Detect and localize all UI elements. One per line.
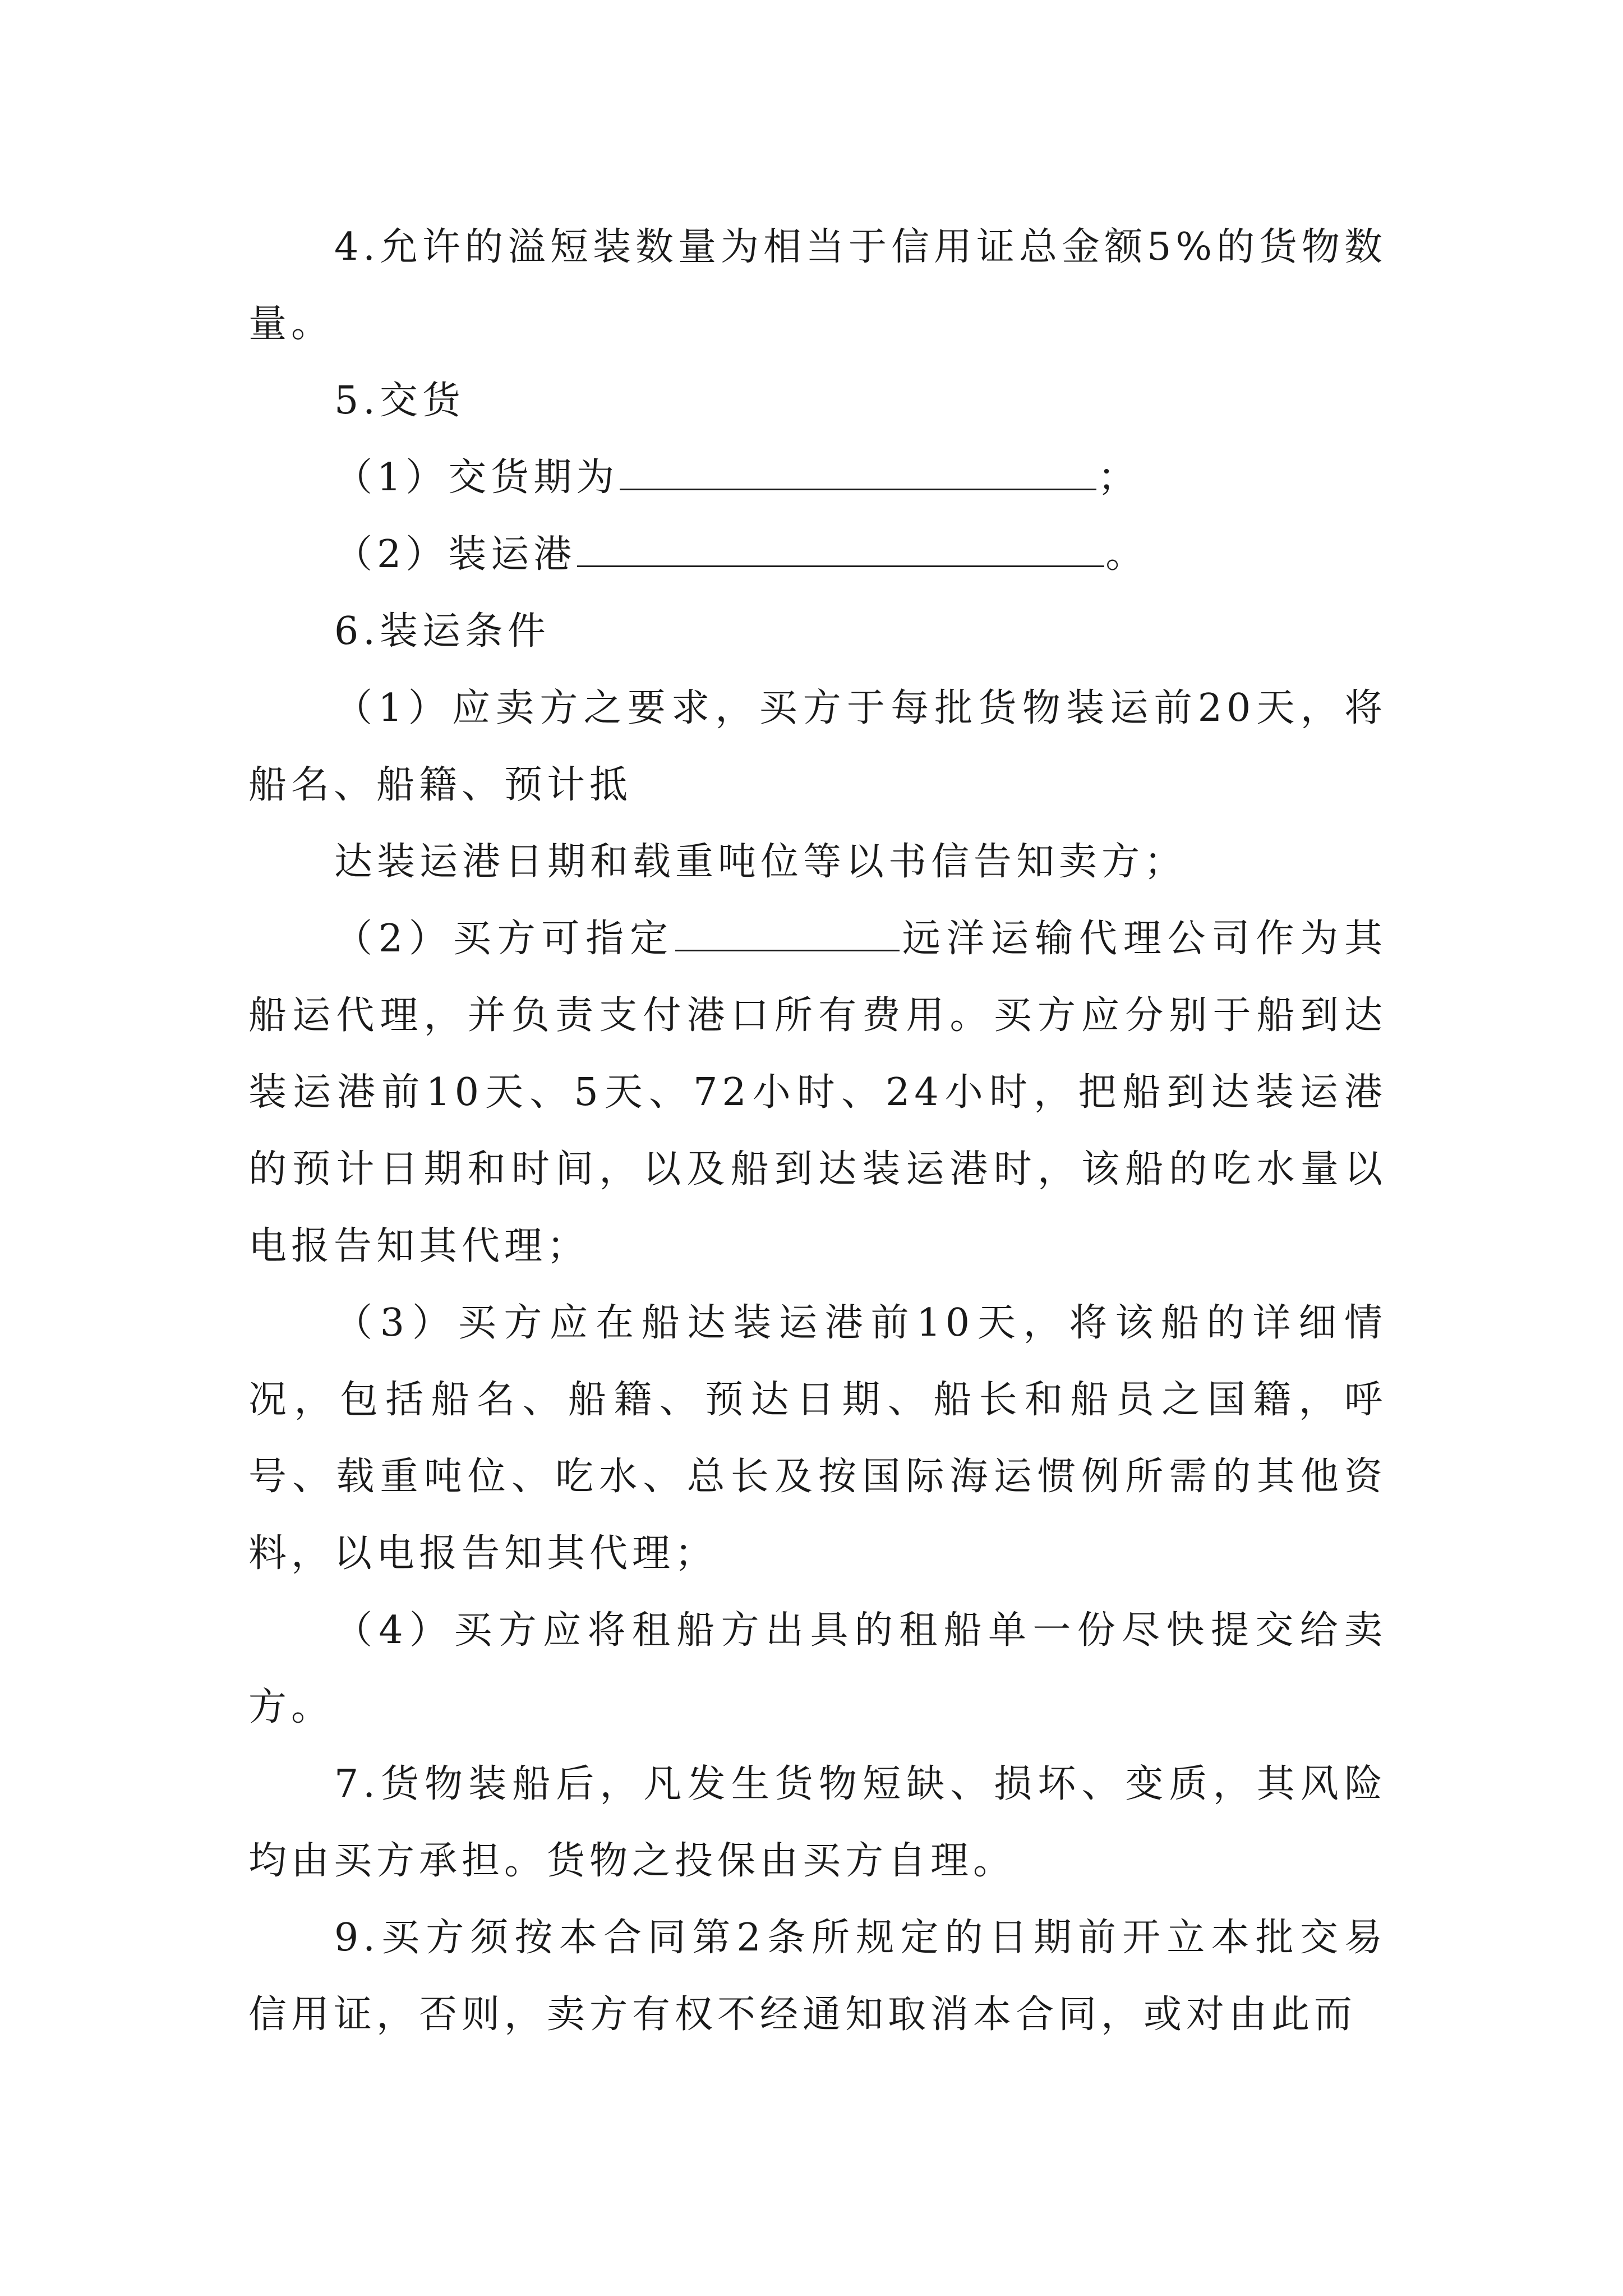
clause-6-4-text: （4）买方应将租船方出具的租船单一份尽快提交给卖方。 (248, 1608, 1387, 1729)
clause-5-2-prefix: （2）装运港 (334, 532, 577, 577)
clause-6-2-suffix: 远洋运输代理公司作为其船运代理，并负责支付港口所有费用。买方应分别于船到达装运港前10天、5天、72小时、24小时，把船到达装运港的预计日期和时间，以及船到达装运港时，该船的吃水量以电报告知其代理； (248, 917, 1387, 1268)
clause-6-1a-text: （1）应卖方之要求，买方于每批货物装运前20天，将船名、船籍、预计抵 (248, 686, 1387, 807)
clause-6-2 (248, 900, 1387, 1285)
clause-6-heading (248, 593, 1387, 670)
clause-6-heading-text: 6.装运条件 (334, 609, 550, 654)
clause-5-heading-text: 5.交货 (334, 379, 465, 423)
clause-6-3 (248, 1285, 1387, 1592)
clause-5-1 (248, 439, 1387, 516)
loading-port-blank (577, 526, 1104, 567)
clause-6-2-prefix: （2）买方可指定 (334, 917, 674, 961)
clause-9 (248, 1899, 1387, 2053)
clause-7-text: 7.货物装船后，凡发生货物短缺、损坏、变质，其风险均由买方承担。货物之投保由买方自理。 (248, 1762, 1387, 1883)
clause-5-2 (248, 516, 1387, 593)
clause-5-1-prefix: （1）交货期为 (334, 455, 619, 500)
clause-6-4 (248, 1592, 1387, 1746)
shipping-agent-blank (675, 910, 900, 951)
clause-7 (248, 1746, 1387, 1899)
delivery-period-blank (620, 449, 1096, 490)
clause-6-3-text: （3）买方应在船达装运港前10天，将该船的详细情况，包括船名、船籍、预达日期、船长和船员之国籍，呼号、载重吨位、吃水、总长及按国际海运惯例所需的其他资料，以电报告知其代理； (248, 1301, 1387, 1576)
clause-6-1b-text: 达装运港日期和载重吨位等以书信告知卖方； (334, 840, 1187, 884)
clause-6-1a (248, 670, 1387, 823)
clause-4-text: 4.允许的溢短装数量为相当于信用证总金额5%的货物数量。 (248, 225, 1387, 346)
clause-6-1b (248, 823, 1387, 900)
clause-9-text: 9.买方须按本合同第2条所规定的日期前开立本批交易信用证，否则，卖方有权不经通知取消本合同，或对由此而 (248, 1916, 1387, 2037)
contract-body (248, 209, 1387, 2053)
clause-4 (248, 209, 1387, 362)
clause-5-1-suffix: ； (1098, 455, 1141, 500)
clause-5-2-suffix: 。 (1105, 532, 1149, 577)
clause-5-heading (248, 362, 1387, 439)
